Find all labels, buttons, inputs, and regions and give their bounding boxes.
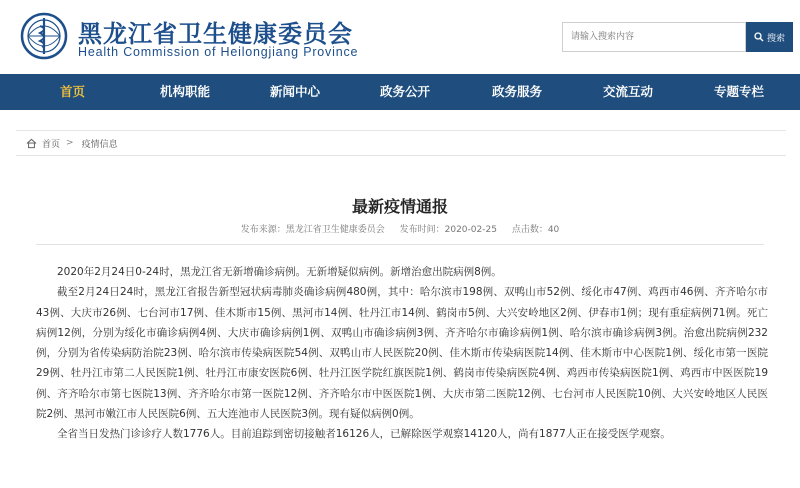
breadcrumb [16, 130, 786, 156]
article-meta [0, 222, 800, 235]
site-header [0, 0, 800, 72]
site-subtitle: Health Commission of Heilongjiang Province [78, 45, 359, 59]
article-paragraph: 全省当日发热门诊诊疗人数1776人。目前追踪到密切接触者16126人，已解除医学观察14120人，尚有1877人正在接受医学观察。 [57, 428, 671, 441]
nav-item-public-affairs[interactable]: 政务公开 [380, 84, 431, 99]
who-emblem-icon[interactable] [20, 12, 68, 60]
article-body [36, 262, 768, 445]
breadcrumb-separator: > [66, 138, 74, 148]
article-source: 发布来源：黑龙江省卫生健康委员会 [240, 225, 385, 235]
home-icon [26, 138, 37, 149]
site-title: 黑龙江省卫生健康委员会 [78, 20, 353, 48]
search-button-label: 搜索 [766, 32, 785, 43]
search-button[interactable] [746, 22, 793, 52]
nav-item-news[interactable]: 新闻中心 [270, 84, 321, 99]
nav-item-services[interactable]: 政务服务 [492, 84, 543, 99]
breadcrumb-current[interactable]: 疫情信息 [81, 139, 118, 150]
article-title: 最新疫情通报 [351, 197, 448, 216]
article-paragraph: 截至2月24日24时，黑龙江省报告新型冠状病毒肺炎确诊病例480例，其中：哈尔滨市198例、双鸭山市52例、绥化市47例、鸡西市46例、齐齐哈尔市43例、大庆市26例、七台河市17例、佳木斯市15例、黑河市14例、牡丹江市14例、鹤岗市5例、大兴安岭地区2例、伊春市1例；现有重症病例71例。死亡病例12例，分别为绥化市确诊病例4例、大庆市确诊病例1例、双鸭山市确诊病例3例、齐齐哈尔市确诊病例1例、哈尔滨市确诊病例3例。治愈出院病例232例，分别为省传染病防治院23例、哈尔滨市传染病医院54例、双鸭山市人民医院20例、佳木斯市传染病医院14例、佳木斯市中心医院1例、绥化市第一医院29例、牡丹江市第二人民医院1例、牡丹江市康安医院6例、牡丹江医学院红旗医院1例、鹤岗市传染病医院4例、鸡西市传染病医院1例、鸡西市中医医院19例、齐齐哈尔市第七医院13例、齐齐哈尔市第一医院12例、齐齐哈尔市中医医院1例、大庆市第二医院12例、七台河市人民医院10例、大兴安岭地区人民医院2例、黑河市嫩江市人民医院6例、五大连池市人民医院3例。现有疑似病例0例。 [36, 286, 768, 421]
nav-item-interaction[interactable]: 交流互动 [603, 84, 654, 99]
main-nav [0, 74, 800, 110]
article-paragraph: 2020年2月24日0-24时，黑龙江省无新增确诊病例。无新增疑似病例。新增治愈出院病例8例。 [57, 266, 502, 278]
nav-item-organization[interactable]: 机构职能 [160, 84, 211, 99]
article-time: 发布时间：2020-02-25 [399, 225, 497, 235]
search-input[interactable] [562, 22, 746, 52]
nav-item-home[interactable]: 首页 [60, 84, 86, 99]
title-divider [36, 244, 764, 245]
nav-item-topics[interactable]: 专题专栏 [714, 84, 765, 99]
breadcrumb-home[interactable]: 首页 [42, 139, 61, 150]
article-clicks: 点击数：40 [511, 225, 560, 235]
search-icon [754, 32, 764, 42]
